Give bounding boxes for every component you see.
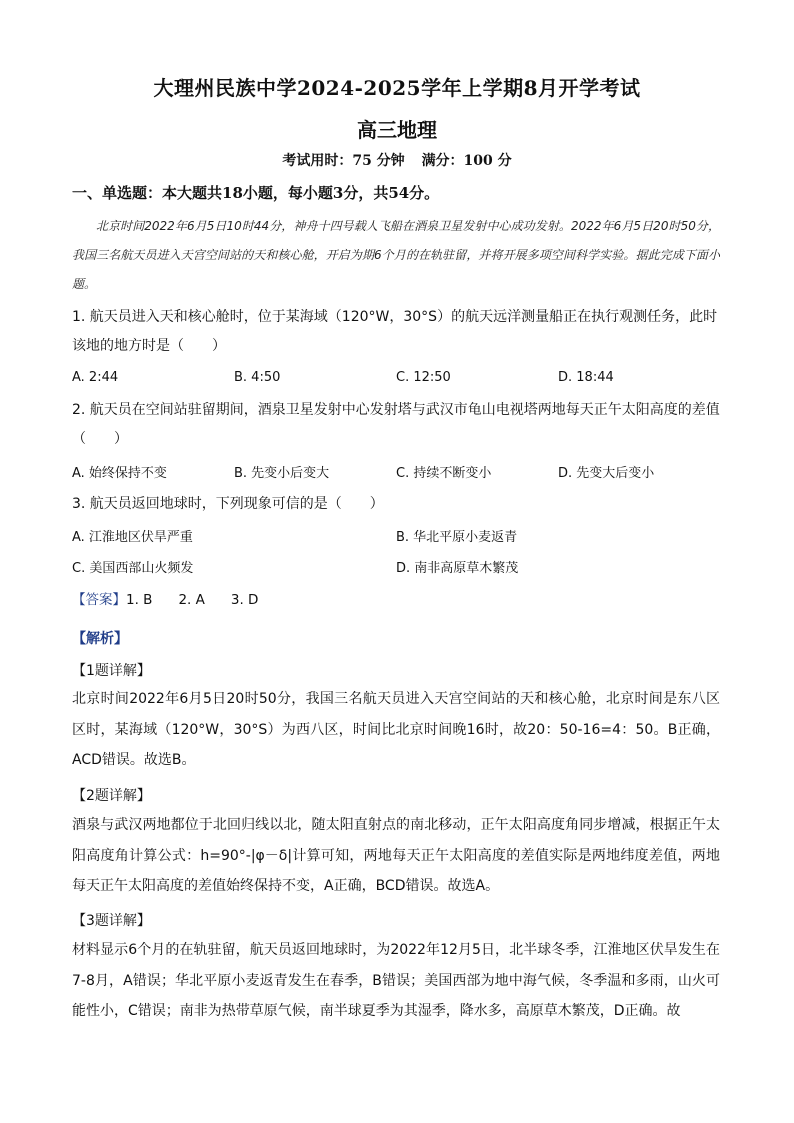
q3-detail-text: 材料显示6个月的在轨驻留，航天员返回地球时，为2022年12月5日，北半球冬季，江淮地区伏旱发生在7-8月，A错误；华北平原小麦返青发生在春季，B错误；美国西部为地中海气候，冬季温和多雨，山火可能性小，C错误；南非为热带草原气候，南半球夏季为其湿季，降水多，高原草木繁茂，D正确。故: [72, 942, 720, 1019]
q1-detail-text: 北京时间2022年6月5日20时50分，我国三名航天员进入天宫空间站的天和核心舱，北京时间是东八区区时，某海域（120°W，30°S）为西八区，时间比北京时间晚16时，故20：50-16=4：50。B正确，ACD错误。故选B。: [72, 691, 720, 768]
answer-line: [72, 588, 258, 608]
q1-option-a: A. 2:44: [72, 370, 119, 385]
q2-option-d: D. 先变大后变小: [558, 466, 655, 481]
exam-score: 满分：100 分: [421, 153, 512, 169]
question-3-options-row1: [72, 526, 720, 550]
exam-time: 考试用时：75 分钟: [282, 153, 405, 169]
q2-detail-heading: 【2题详解】: [72, 788, 151, 804]
exam-title: 大理州民族中学2024-2025学年上学期8月开学考试: [153, 76, 641, 100]
question-3-options-row2: [72, 557, 720, 581]
subject-title: 高三地理: [357, 118, 437, 142]
question-2-stem: 2. 航天员在空间站驻留期间，酒泉卫星发射中心发射塔与武汉市龟山电视塔两地每天正午太阳高度的差值（ ）: [72, 402, 720, 447]
answer-1: 1. B: [126, 592, 153, 608]
reading-material: 北京时间2022年6月5日10时44分，神舟十四号载人飞船在酒泉卫星发射中心成功发射。2022年6月5日20时50分，我国三名航天员进入天宫空间站的天和核心舱，开启为期6个月的在轨驻留，并将开展多项空间科学实验。据此完成下面小题。: [72, 219, 720, 291]
analysis-heading: 【解析】: [72, 631, 128, 647]
exam-info: [0, 150, 794, 170]
answer-2: 2. A: [178, 592, 205, 608]
q2-option-b: B. 先变小后变大: [234, 466, 330, 481]
question-1-options: [72, 370, 720, 394]
section-heading: 一、单选题：本大题共18小题，每小题3分，共54分。: [72, 184, 440, 202]
answer-3: 3. D: [230, 592, 259, 608]
q1-option-d: D. 18:44: [558, 370, 614, 385]
q2-detail-text: 酒泉与武汉两地都位于北回归线以北，随太阳直射点的南北移动，正午太阳高度角同步增减，根据正午太阳高度角计算公式：h=90°-|φ－δ|计算可知，两地每天正午太阳高度的差值实际是两地纬度差值，两地每天正午太阳高度的差值始终保持不变，A正确，BCD错误。故选A。: [72, 817, 720, 894]
q3-detail-heading: 【3题详解】: [72, 913, 151, 929]
question-2-options: [72, 462, 720, 486]
q3-option-c: C. 美国西部山火频发: [72, 561, 194, 576]
q3-option-b: B. 华北平原小麦返青: [396, 530, 518, 545]
question-1-stem: 1. 航天员进入天和核心舱时，位于某海域（120°W，30°S）的航天远洋测量船正在执行观测任务，此时该地的地方时是（ ）: [72, 309, 718, 354]
question-3-stem: 3. 航天员返回地球时，下列现象可信的是（ ）: [72, 496, 384, 512]
q3-option-d: D. 南非高原草木繁茂: [396, 561, 519, 576]
q1-option-b: B. 4:50: [234, 370, 281, 385]
q3-option-a: A. 江淮地区伏旱严重: [72, 530, 193, 545]
q2-option-a: A. 始终保持不变: [72, 466, 167, 481]
q1-option-c: C. 12:50: [396, 370, 451, 385]
q2-option-c: C. 持续不断变小: [396, 466, 492, 481]
answer-tag: 【答案】: [72, 592, 126, 608]
q1-detail-heading: 【1题详解】: [72, 663, 151, 679]
